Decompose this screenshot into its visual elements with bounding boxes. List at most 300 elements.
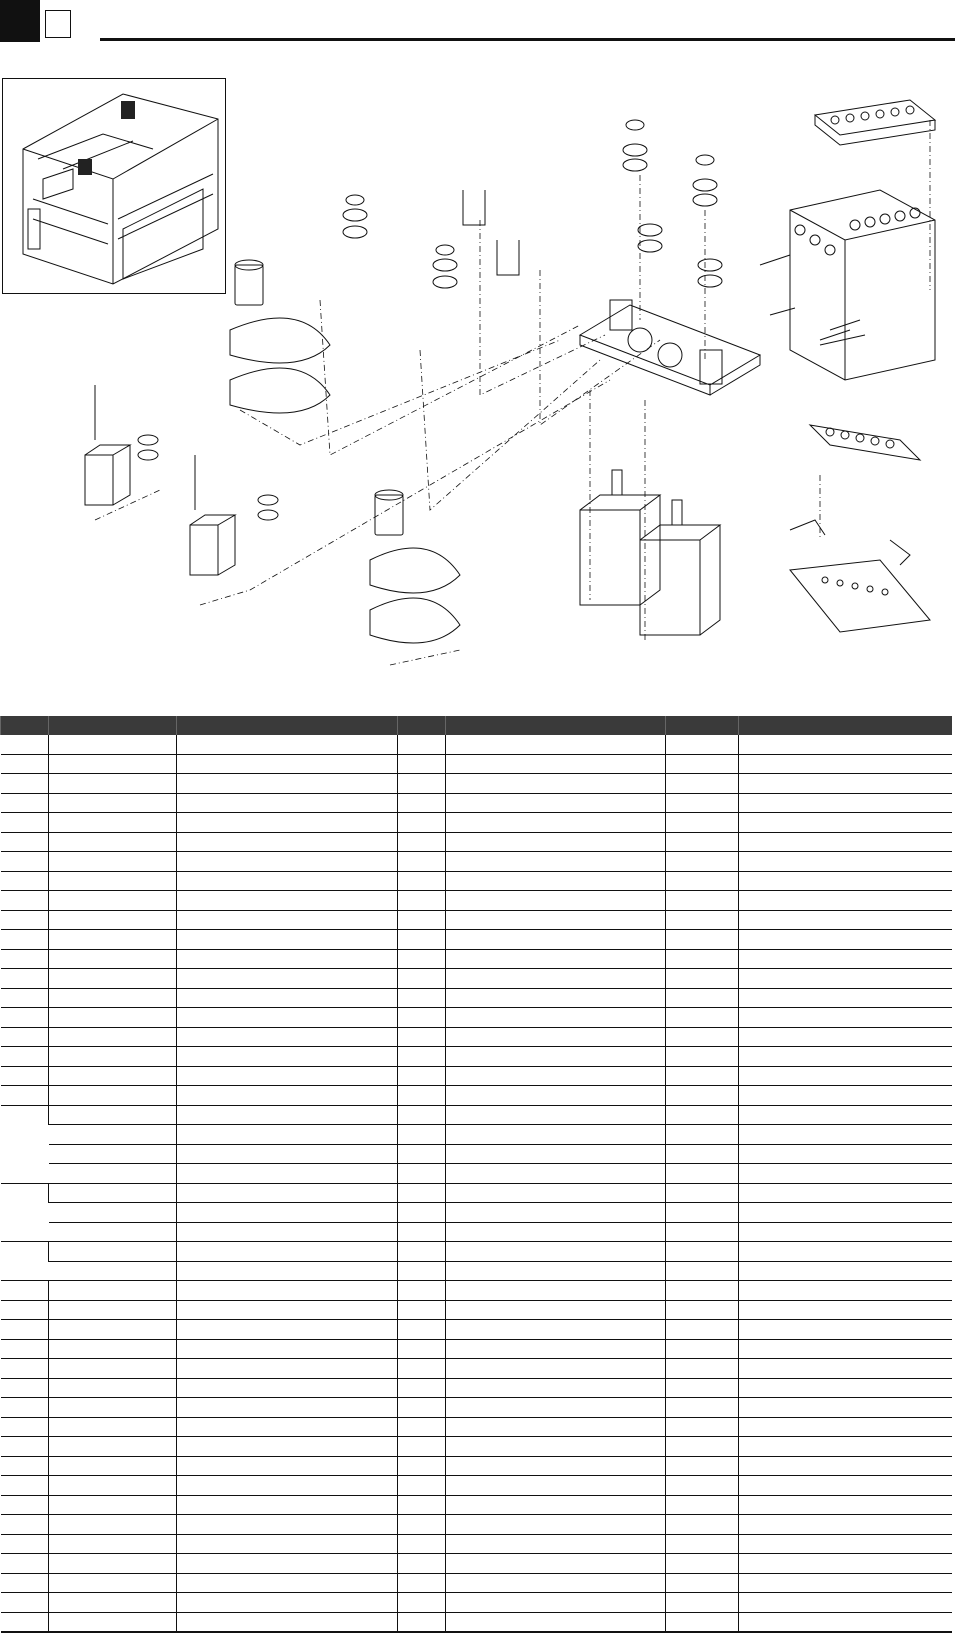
chapter-box <box>45 10 71 38</box>
table-cell <box>177 1495 398 1515</box>
table-cell <box>666 1164 739 1184</box>
table-cell <box>666 1300 739 1320</box>
table-cell <box>446 1320 666 1340</box>
table-row <box>1 1573 952 1593</box>
table-cell <box>446 1222 666 1242</box>
table-cell <box>1 1573 49 1593</box>
table-cell <box>177 1378 398 1398</box>
table-cell <box>177 735 398 754</box>
table-cell <box>739 1339 952 1359</box>
table-row <box>1 1183 952 1203</box>
table-row <box>1 1144 952 1164</box>
table-cell <box>666 1105 739 1125</box>
table-cell <box>177 1320 398 1340</box>
table-cell <box>398 1183 446 1203</box>
table-cell <box>739 1378 952 1398</box>
table-cell <box>177 1242 398 1262</box>
table-cell <box>49 1183 177 1203</box>
table-row <box>1 832 952 852</box>
table-cell <box>739 1515 952 1535</box>
table-cell <box>739 1554 952 1574</box>
table-row <box>1 1495 952 1515</box>
table-cell <box>446 1047 666 1067</box>
table-cell <box>1 891 49 911</box>
table-cell <box>446 1027 666 1047</box>
table-cell <box>1 1515 49 1535</box>
table-cell <box>666 1417 739 1437</box>
table-row <box>1 1105 952 1125</box>
table-cell <box>177 832 398 852</box>
table-cell <box>739 754 952 774</box>
table-cell <box>177 969 398 989</box>
table-cell <box>177 793 398 813</box>
table-cell <box>739 1261 952 1281</box>
table-cell <box>739 1008 952 1028</box>
table-cell <box>739 1398 952 1418</box>
col-header-1 <box>1 716 49 735</box>
table-cell <box>398 1612 446 1632</box>
table-row <box>1 1300 952 1320</box>
table-cell <box>666 1456 739 1476</box>
table-cell <box>177 1300 398 1320</box>
table-cell <box>1 1495 49 1515</box>
table-cell <box>666 930 739 950</box>
table-row <box>1 1378 952 1398</box>
table-row <box>1 1164 952 1184</box>
table-row <box>1 1261 952 1281</box>
table-cell <box>49 949 177 969</box>
table-cell <box>49 1339 177 1359</box>
table-cell <box>398 832 446 852</box>
table-cell <box>446 988 666 1008</box>
table-cell <box>398 1261 446 1281</box>
table-cell <box>398 1378 446 1398</box>
chapter-marker <box>0 0 40 42</box>
table-cell <box>177 871 398 891</box>
table-cell <box>398 1086 446 1106</box>
table-cell <box>739 1612 952 1632</box>
parts-list-table <box>0 716 952 1633</box>
table-cell <box>666 1495 739 1515</box>
table-cell <box>446 1183 666 1203</box>
table-row <box>1 774 952 794</box>
table-cell <box>666 1066 739 1086</box>
table-cell <box>49 1534 177 1554</box>
table-cell <box>49 1066 177 1086</box>
table-row <box>1 1534 952 1554</box>
table-cell <box>398 1593 446 1613</box>
table-cell <box>739 1066 952 1086</box>
table-cell <box>49 774 177 794</box>
table-cell <box>666 1261 739 1281</box>
table-row <box>1 1554 952 1574</box>
table-cell <box>398 1359 446 1379</box>
table-cell <box>398 910 446 930</box>
table-cell <box>446 832 666 852</box>
table-row <box>1 930 952 950</box>
table-cell <box>398 1164 446 1184</box>
table-cell <box>398 1456 446 1476</box>
table-cell <box>1 813 49 833</box>
table-cell <box>1 988 49 1008</box>
table-cell <box>739 813 952 833</box>
table-cell <box>1 910 49 930</box>
table-cell <box>666 1339 739 1359</box>
table-cell <box>446 1144 666 1164</box>
table-row <box>1 1027 952 1047</box>
table-cell <box>446 1300 666 1320</box>
table-cell <box>666 1242 739 1262</box>
table-row <box>1 1437 952 1457</box>
table-cell <box>177 774 398 794</box>
table-cell <box>739 1593 952 1613</box>
motor-1 <box>580 510 640 605</box>
table-cell <box>398 1339 446 1359</box>
table-cell <box>177 1359 398 1379</box>
table-cell <box>49 1222 177 1242</box>
table-cell <box>398 1047 446 1067</box>
table-cell <box>1 1047 49 1067</box>
table-row <box>1 949 952 969</box>
table-cell <box>666 1047 739 1067</box>
table-row <box>1 1008 952 1028</box>
table-cell <box>398 735 446 754</box>
table-cell <box>398 1515 446 1535</box>
table-cell <box>177 1476 398 1496</box>
table-cell <box>1 1554 49 1574</box>
table-row <box>1 1125 952 1145</box>
col-header-4 <box>398 716 446 735</box>
table-cell <box>446 871 666 891</box>
table-cell <box>666 871 739 891</box>
table-cell <box>739 988 952 1008</box>
table-row <box>1 1066 952 1086</box>
table-cell <box>398 891 446 911</box>
table-cell <box>666 852 739 872</box>
table-cell <box>446 1125 666 1145</box>
table-cell <box>446 1008 666 1028</box>
table-cell <box>666 1515 739 1535</box>
table-cell <box>666 832 739 852</box>
table-cell <box>446 1164 666 1184</box>
table-cell <box>398 969 446 989</box>
table-row <box>1 969 952 989</box>
table-cell <box>739 1086 952 1106</box>
table-cell <box>666 1476 739 1496</box>
col-header-5 <box>446 716 666 735</box>
table-cell <box>666 1008 739 1028</box>
table-cell <box>666 1183 739 1203</box>
table-cell <box>398 1320 446 1340</box>
table-cell <box>49 1164 177 1184</box>
table-cell <box>398 1300 446 1320</box>
table-cell <box>398 1203 446 1223</box>
table-cell <box>398 1027 446 1047</box>
table-cell <box>1 852 49 872</box>
table-cell <box>446 1203 666 1223</box>
table-cell <box>739 949 952 969</box>
table-cell <box>49 1515 177 1535</box>
table-row <box>1 1398 952 1418</box>
table-cell <box>49 793 177 813</box>
table-cell <box>49 1476 177 1496</box>
table-cell <box>398 1125 446 1145</box>
table-cell <box>49 1554 177 1574</box>
table-cell <box>49 754 177 774</box>
table-cell <box>446 1105 666 1125</box>
table-cell <box>177 1222 398 1242</box>
table-row <box>1 871 952 891</box>
table-cell <box>1 1339 49 1359</box>
table-cell <box>666 735 739 754</box>
table-cell <box>398 871 446 891</box>
table-cell <box>177 1066 398 1086</box>
table-row <box>1 1593 952 1613</box>
table-row <box>1 1320 952 1340</box>
table-cell <box>1 1027 49 1047</box>
table-cell <box>446 930 666 950</box>
table-cell <box>446 1261 666 1281</box>
table-cell <box>398 1554 446 1574</box>
table-cell <box>49 1398 177 1418</box>
block-holes <box>795 208 920 255</box>
table-cell <box>177 930 398 950</box>
table-cell <box>666 1203 739 1223</box>
table-cell <box>49 1086 177 1106</box>
table-cell <box>1 949 49 969</box>
table-cell <box>49 930 177 950</box>
col-header-2 <box>49 716 177 735</box>
table-cell <box>1 1534 49 1554</box>
table-cell <box>49 1417 177 1437</box>
table-cell <box>446 1612 666 1632</box>
table-cell <box>446 1359 666 1379</box>
table-cell <box>666 1573 739 1593</box>
table-cell <box>398 1222 446 1242</box>
table-cell <box>1 1612 49 1632</box>
table-cell <box>446 1593 666 1613</box>
table-cell <box>666 1125 739 1145</box>
table-cell <box>666 1593 739 1613</box>
table-cell <box>446 1417 666 1437</box>
table-cell <box>739 1203 952 1223</box>
exploded-parts-diagram <box>0 70 955 690</box>
table-cell <box>1 1086 49 1106</box>
table-cell <box>446 1398 666 1418</box>
table-row <box>1 1612 952 1632</box>
table-cell <box>446 813 666 833</box>
table-cell <box>666 1554 739 1574</box>
table-cell <box>446 1281 666 1301</box>
table-cell <box>1 1300 49 1320</box>
table-cell <box>398 852 446 872</box>
table-cell <box>49 1593 177 1613</box>
table-cell <box>1 754 49 774</box>
table-cell <box>666 988 739 1008</box>
table-cell <box>49 1456 177 1476</box>
table-cell <box>446 910 666 930</box>
table-cell <box>1 1398 49 1418</box>
table-cell <box>739 1456 952 1476</box>
table-cell <box>1 1242 49 1281</box>
table-row <box>1 910 952 930</box>
table-cell <box>1 1593 49 1613</box>
table-cell <box>1 1183 49 1242</box>
table-cell <box>49 1320 177 1340</box>
table-cell <box>398 988 446 1008</box>
table-cell <box>1 1378 49 1398</box>
table-cell <box>398 1534 446 1554</box>
table-cell <box>666 754 739 774</box>
table-cell <box>446 1086 666 1106</box>
table-cell <box>666 1612 739 1632</box>
table-cell <box>446 1515 666 1535</box>
table-cell <box>666 1086 739 1106</box>
table-cell <box>1 1437 49 1457</box>
table-cell <box>398 1281 446 1301</box>
table-cell <box>446 852 666 872</box>
table-cell <box>398 1242 446 1262</box>
table-cell <box>446 1534 666 1554</box>
table-cell <box>739 1105 952 1125</box>
table-cell <box>177 988 398 1008</box>
table-cell <box>739 793 952 813</box>
table-cell <box>177 1515 398 1535</box>
table-cell <box>446 1476 666 1496</box>
table-row <box>1 891 952 911</box>
table-cell <box>446 1573 666 1593</box>
table-cell <box>49 871 177 891</box>
table-cell <box>446 1339 666 1359</box>
table-cell <box>446 774 666 794</box>
table-cell <box>49 1437 177 1457</box>
table-cell <box>177 1437 398 1457</box>
table-cell <box>739 1320 952 1340</box>
table-cell <box>49 1105 177 1125</box>
table-cell <box>398 754 446 774</box>
table-cell <box>1 1320 49 1340</box>
table-cell <box>398 930 446 950</box>
col-header-7 <box>739 716 952 735</box>
table-cell <box>739 1183 952 1203</box>
table-cell <box>49 1027 177 1047</box>
table-cell <box>739 1359 952 1379</box>
table-cell <box>739 1495 952 1515</box>
table-cell <box>177 1183 398 1203</box>
table-cell <box>666 891 739 911</box>
table-cell <box>739 735 952 754</box>
table-cell <box>49 832 177 852</box>
table-cell <box>398 774 446 794</box>
table-cell <box>398 1105 446 1125</box>
table-cell <box>666 949 739 969</box>
table-cell <box>739 910 952 930</box>
table-row <box>1 1476 952 1496</box>
table-cell <box>739 1300 952 1320</box>
table-cell <box>177 1105 398 1125</box>
table-cell <box>49 1008 177 1028</box>
table-row <box>1 1281 952 1301</box>
table-cell <box>177 910 398 930</box>
table-cell <box>177 1281 398 1301</box>
table-cell <box>49 910 177 930</box>
table-cell <box>739 1281 952 1301</box>
table-row <box>1 1456 952 1476</box>
table-cell <box>49 1359 177 1379</box>
table-cell <box>398 1066 446 1086</box>
table-cell <box>398 1008 446 1028</box>
table-cell <box>1 1105 49 1183</box>
table-cell <box>739 871 952 891</box>
bearing-stacks <box>138 120 722 520</box>
table-row <box>1 1359 952 1379</box>
table-cell <box>666 969 739 989</box>
table-cell <box>1 793 49 813</box>
table-cell <box>398 1417 446 1437</box>
table-cell <box>446 1495 666 1515</box>
table-cell <box>739 1573 952 1593</box>
table-row <box>1 793 952 813</box>
table-cell <box>49 735 177 754</box>
table-cell <box>739 1047 952 1067</box>
table-cell <box>398 1573 446 1593</box>
table-cell <box>739 1437 952 1457</box>
table-cell <box>666 774 739 794</box>
table-cell <box>49 1612 177 1632</box>
table-cell <box>739 1476 952 1496</box>
table-cell <box>739 1125 952 1145</box>
table-cell <box>446 1242 666 1262</box>
table-cell <box>177 1573 398 1593</box>
table-cell <box>49 1261 177 1281</box>
table-cell <box>49 969 177 989</box>
table-cell <box>739 930 952 950</box>
table-cell <box>666 1144 739 1164</box>
table-cell <box>739 969 952 989</box>
table-cell <box>1 832 49 852</box>
table-cell <box>1 1359 49 1379</box>
table-cell <box>177 1027 398 1047</box>
table-cell <box>1 1281 49 1301</box>
table-cell <box>739 852 952 872</box>
table-cell <box>398 793 446 813</box>
table-cell <box>666 1378 739 1398</box>
table-cell <box>398 1437 446 1457</box>
header-rule <box>100 38 955 41</box>
table-cell <box>49 1495 177 1515</box>
table-cell <box>1 1417 49 1437</box>
table-cell <box>446 949 666 969</box>
table-cell <box>1 774 49 794</box>
table-cell <box>49 813 177 833</box>
table-cell <box>177 1086 398 1106</box>
table-cell <box>1 1008 49 1028</box>
table-cell <box>446 891 666 911</box>
table-cell <box>49 1125 177 1145</box>
table-cell <box>666 1222 739 1242</box>
table-cell <box>446 1066 666 1086</box>
table-cell <box>666 1398 739 1418</box>
table-cell <box>739 1144 952 1164</box>
table-cell <box>49 1242 177 1262</box>
table-cell <box>739 1222 952 1242</box>
table-cell <box>1 1066 49 1086</box>
table-row <box>1 735 952 754</box>
table-cell <box>739 1164 952 1184</box>
table-cell <box>446 1437 666 1457</box>
table-cell <box>177 1164 398 1184</box>
table-cell <box>1 1476 49 1496</box>
